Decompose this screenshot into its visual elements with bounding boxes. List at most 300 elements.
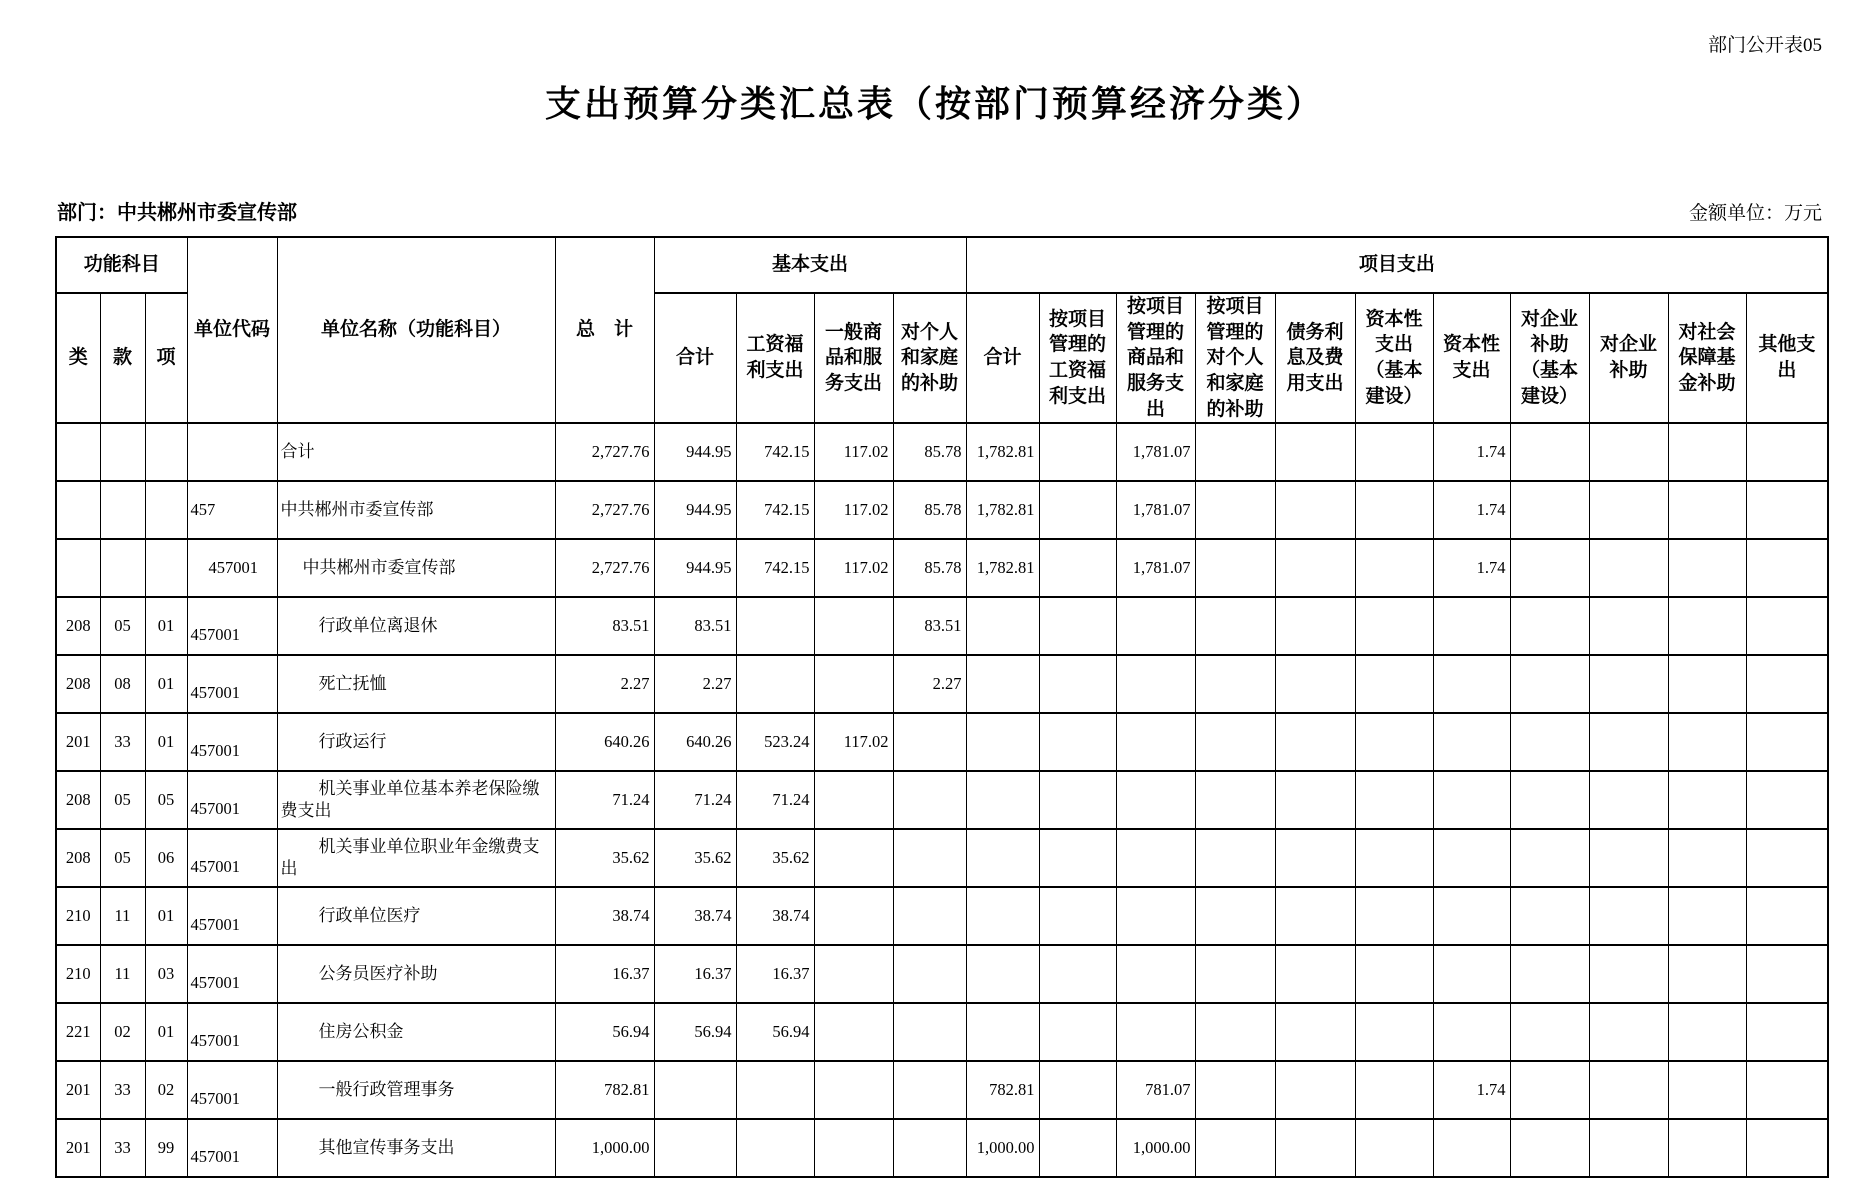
- cell-project-sum: [966, 713, 1039, 771]
- cell-project-capital-construction: [1355, 1003, 1433, 1061]
- table-row: [56, 655, 1828, 713]
- cell-total: 782.81: [555, 1061, 654, 1119]
- cell-project-other: [1746, 771, 1828, 829]
- table-row: [56, 945, 1828, 1003]
- cell-fund: 33: [100, 713, 145, 771]
- cell-fund: 02: [100, 1003, 145, 1061]
- header-basic-salary: 工资福利支出: [736, 293, 814, 423]
- cell-project-sum: [966, 655, 1039, 713]
- cell-unit-name: [277, 887, 555, 945]
- cell-basic-goods: [814, 945, 893, 1003]
- cell-basic-salary: [736, 1061, 814, 1119]
- cell-basic-personal: [893, 945, 966, 1003]
- cell-fund: 11: [100, 887, 145, 945]
- cell-fund: [100, 481, 145, 539]
- cell-project-social-security: [1668, 1003, 1746, 1061]
- unit-name-text: 公务员医疗补助: [318, 964, 438, 984]
- cell-unit-code: 457001: [187, 1061, 277, 1119]
- cell-project-sum: 1,000.00: [966, 1119, 1039, 1177]
- cell-unit-name: [277, 597, 555, 655]
- cell-project-personal: [1195, 1061, 1275, 1119]
- cell-unit-code: [187, 423, 277, 481]
- cell-basic-salary: 742.15: [736, 539, 814, 597]
- cell-total: 56.94: [555, 1003, 654, 1061]
- cell-fund: 05: [100, 829, 145, 887]
- cell-basic-personal: [893, 829, 966, 887]
- cell-unit-code: 457001: [187, 829, 277, 887]
- cell-project-enterprise: [1589, 481, 1668, 539]
- cell-basic-sum: 56.94: [654, 1003, 736, 1061]
- cell-project-other: [1746, 481, 1828, 539]
- cell-project-social-security: [1668, 713, 1746, 771]
- cell-project-capital: [1433, 1119, 1510, 1177]
- cell-unit-name: [277, 713, 555, 771]
- cell-project-enterprise-construction: [1510, 597, 1589, 655]
- table-row: [56, 1119, 1828, 1177]
- table-row: [56, 1003, 1828, 1061]
- unit-name-text: 机关事业单位职业年金缴费支出: [280, 837, 540, 879]
- cell-project-social-security: [1668, 597, 1746, 655]
- cell-project-capital: 1.74: [1433, 481, 1510, 539]
- cell-project-sum: [966, 945, 1039, 1003]
- header-func-group: 功能科目: [56, 237, 187, 293]
- cell-unit-code: 457001: [187, 771, 277, 829]
- cell-basic-goods: 117.02: [814, 481, 893, 539]
- cell-class: 210: [56, 887, 100, 945]
- cell-basic-personal: [893, 887, 966, 945]
- cell-project-enterprise-construction: [1510, 945, 1589, 1003]
- header-basic-group: 基本支出: [654, 237, 966, 293]
- cell-project-sum: 1,782.81: [966, 481, 1039, 539]
- cell-project-capital-construction: [1355, 887, 1433, 945]
- cell-project-capital: 1.74: [1433, 539, 1510, 597]
- cell-project-enterprise-construction: [1510, 713, 1589, 771]
- cell-basic-goods: [814, 829, 893, 887]
- cell-project-social-security: [1668, 481, 1746, 539]
- header-project-salary: 按项目管理的工资福利支出: [1039, 293, 1116, 423]
- cell-class: 208: [56, 655, 100, 713]
- cell-project-capital-construction: [1355, 539, 1433, 597]
- cell-class: 208: [56, 771, 100, 829]
- cell-basic-personal: [893, 1119, 966, 1177]
- cell-project-other: [1746, 597, 1828, 655]
- cell-project-capital-construction: [1355, 771, 1433, 829]
- cell-class: [56, 423, 100, 481]
- header-project-capital-construction: 资本性支出（基本建设）: [1355, 293, 1433, 423]
- cell-project-salary: [1039, 945, 1116, 1003]
- unit-name-text: 合计: [280, 442, 315, 462]
- cell-project-capital-construction: [1355, 713, 1433, 771]
- header-project-debt: 债务利息及费用支出: [1275, 293, 1355, 423]
- cell-total: 38.74: [555, 887, 654, 945]
- unit-name-text: 其他宣传事务支出: [318, 1138, 455, 1158]
- cell-project-social-security: [1668, 1119, 1746, 1177]
- cell-basic-sum: 71.24: [654, 771, 736, 829]
- cell-basic-sum: [654, 1119, 736, 1177]
- cell-unit-name: [277, 539, 555, 597]
- cell-project-goods: 1,000.00: [1116, 1119, 1195, 1177]
- cell-basic-salary: 71.24: [736, 771, 814, 829]
- table-row: [56, 771, 1828, 829]
- unit-name-text: 机关事业单位基本养老保险缴费支出: [280, 779, 540, 821]
- cell-project-social-security: [1668, 945, 1746, 1003]
- cell-project-social-security: [1668, 539, 1746, 597]
- budget-table: [55, 236, 1829, 1178]
- cell-item: [145, 481, 187, 539]
- cell-project-capital-construction: [1355, 597, 1433, 655]
- cell-unit-code: 457001: [187, 539, 277, 597]
- cell-project-enterprise-construction: [1510, 423, 1589, 481]
- cell-project-goods: [1116, 887, 1195, 945]
- cell-total: 1,000.00: [555, 1119, 654, 1177]
- cell-project-social-security: [1668, 829, 1746, 887]
- table-row: [56, 423, 1828, 481]
- cell-basic-personal: 85.78: [893, 481, 966, 539]
- cell-class: 201: [56, 713, 100, 771]
- cell-item: 02: [145, 1061, 187, 1119]
- cell-project-capital: [1433, 945, 1510, 1003]
- cell-project-goods: [1116, 771, 1195, 829]
- cell-project-debt: [1275, 1003, 1355, 1061]
- cell-basic-sum: 83.51: [654, 597, 736, 655]
- cell-project-goods: [1116, 655, 1195, 713]
- cell-total: 2,727.76: [555, 423, 654, 481]
- cell-fund: 33: [100, 1061, 145, 1119]
- cell-basic-salary: 523.24: [736, 713, 814, 771]
- cell-class: 208: [56, 829, 100, 887]
- cell-project-personal: [1195, 597, 1275, 655]
- cell-unit-code: 457001: [187, 1119, 277, 1177]
- cell-project-salary: [1039, 1119, 1116, 1177]
- cell-class: 221: [56, 1003, 100, 1061]
- cell-project-capital-construction: [1355, 945, 1433, 1003]
- cell-project-debt: [1275, 539, 1355, 597]
- cell-project-salary: [1039, 597, 1116, 655]
- cell-project-enterprise: [1589, 887, 1668, 945]
- cell-project-personal: [1195, 539, 1275, 597]
- cell-unit-name: [277, 1061, 555, 1119]
- cell-project-personal: [1195, 829, 1275, 887]
- cell-project-enterprise: [1589, 423, 1668, 481]
- cell-basic-sum: 944.95: [654, 539, 736, 597]
- cell-project-enterprise: [1589, 655, 1668, 713]
- cell-project-capital: 1.74: [1433, 1061, 1510, 1119]
- cell-total: 71.24: [555, 771, 654, 829]
- header-project-enterprise-construction: 对企业补助（基本建设）: [1510, 293, 1589, 423]
- cell-basic-sum: 2.27: [654, 655, 736, 713]
- cell-unit-name: [277, 771, 555, 829]
- cell-fund: 11: [100, 945, 145, 1003]
- cell-project-salary: [1039, 829, 1116, 887]
- cell-total: 35.62: [555, 829, 654, 887]
- cell-basic-salary: 742.15: [736, 481, 814, 539]
- cell-item: 03: [145, 945, 187, 1003]
- cell-class: 210: [56, 945, 100, 1003]
- cell-item: 01: [145, 713, 187, 771]
- header-project-other: 其他支出: [1746, 293, 1828, 423]
- cell-fund: 05: [100, 597, 145, 655]
- cell-unit-code: 457001: [187, 945, 277, 1003]
- cell-project-enterprise: [1589, 1061, 1668, 1119]
- cell-project-personal: [1195, 655, 1275, 713]
- cell-basic-salary: 742.15: [736, 423, 814, 481]
- cell-project-enterprise: [1589, 1003, 1668, 1061]
- cell-project-personal: [1195, 423, 1275, 481]
- unit-name-text: 行政单位医疗: [318, 906, 421, 926]
- cell-project-capital: [1433, 597, 1510, 655]
- cell-total: 83.51: [555, 597, 654, 655]
- cell-class: 201: [56, 1061, 100, 1119]
- cell-basic-personal: [893, 713, 966, 771]
- cell-project-enterprise: [1589, 1119, 1668, 1177]
- cell-project-capital-construction: [1355, 481, 1433, 539]
- cell-project-other: [1746, 1119, 1828, 1177]
- cell-project-capital-construction: [1355, 829, 1433, 887]
- table-row: [56, 597, 1828, 655]
- cell-unit-name: [277, 481, 555, 539]
- cell-item: 06: [145, 829, 187, 887]
- cell-project-salary: [1039, 423, 1116, 481]
- cell-project-debt: [1275, 655, 1355, 713]
- cell-basic-sum: 640.26: [654, 713, 736, 771]
- cell-project-other: [1746, 539, 1828, 597]
- cell-project-debt: [1275, 1119, 1355, 1177]
- header-basic-goods: 一般商品和服务支出: [814, 293, 893, 423]
- cell-project-debt: [1275, 423, 1355, 481]
- cell-project-goods: 1,781.07: [1116, 481, 1195, 539]
- header-project-sum: 合计: [966, 293, 1039, 423]
- cell-project-goods: [1116, 1003, 1195, 1061]
- unit-name-text: 中共郴州市委宣传部: [280, 500, 434, 520]
- header-project-capital: 资本性支出: [1433, 293, 1510, 423]
- cell-total: 2.27: [555, 655, 654, 713]
- cell-basic-personal: 2.27: [893, 655, 966, 713]
- unit-name-text: 行政运行: [318, 732, 387, 752]
- cell-project-capital-construction: [1355, 1119, 1433, 1177]
- cell-item: [145, 539, 187, 597]
- cell-basic-salary: [736, 597, 814, 655]
- unit-name-text: 中共郴州市委宣传部: [302, 558, 456, 578]
- table-row: [56, 539, 1828, 597]
- table-row: [56, 1061, 1828, 1119]
- cell-project-capital: [1433, 829, 1510, 887]
- cell-project-other: [1746, 829, 1828, 887]
- cell-project-salary: [1039, 887, 1116, 945]
- cell-project-personal: [1195, 713, 1275, 771]
- header-basic-personal: 对个人和家庭的补助: [893, 293, 966, 423]
- corner-label: 部门公开表05: [1707, 35, 1822, 56]
- cell-project-sum: [966, 597, 1039, 655]
- cell-project-sum: 782.81: [966, 1061, 1039, 1119]
- cell-project-salary: [1039, 1003, 1116, 1061]
- cell-total: 2,727.76: [555, 481, 654, 539]
- cell-unit-name: [277, 945, 555, 1003]
- cell-unit-code: 457001: [187, 713, 277, 771]
- cell-basic-salary: [736, 1119, 814, 1177]
- header-row-groups: [56, 237, 1828, 293]
- cell-project-personal: [1195, 945, 1275, 1003]
- header-item: 项: [145, 293, 187, 423]
- cell-basic-goods: [814, 771, 893, 829]
- cell-basic-personal: [893, 1061, 966, 1119]
- cell-basic-sum: 944.95: [654, 481, 736, 539]
- cell-project-debt: [1275, 771, 1355, 829]
- cell-basic-sum: 38.74: [654, 887, 736, 945]
- cell-project-enterprise: [1589, 597, 1668, 655]
- cell-total: 16.37: [555, 945, 654, 1003]
- cell-project-social-security: [1668, 423, 1746, 481]
- department-label: 部门：中共郴州市委宣传部: [57, 202, 297, 224]
- cell-item: 01: [145, 1003, 187, 1061]
- cell-unit-name: [277, 829, 555, 887]
- cell-basic-personal: [893, 1003, 966, 1061]
- cell-total: 2,727.76: [555, 539, 654, 597]
- cell-project-enterprise-construction: [1510, 481, 1589, 539]
- header-basic-sum: 合计: [654, 293, 736, 423]
- cell-class: [56, 539, 100, 597]
- table-row: [56, 887, 1828, 945]
- cell-unit-code: 457001: [187, 655, 277, 713]
- table-header: [56, 237, 1828, 423]
- table-row: [56, 481, 1828, 539]
- cell-project-debt: [1275, 1061, 1355, 1119]
- cell-project-other: [1746, 1061, 1828, 1119]
- cell-project-capital: 1.74: [1433, 423, 1510, 481]
- cell-basic-goods: 117.02: [814, 713, 893, 771]
- header-project-goods: 按项目管理的商品和服务支出: [1116, 293, 1195, 423]
- cell-project-other: [1746, 1003, 1828, 1061]
- cell-project-debt: [1275, 887, 1355, 945]
- cell-basic-salary: 35.62: [736, 829, 814, 887]
- cell-unit-name: [277, 423, 555, 481]
- cell-basic-salary: 38.74: [736, 887, 814, 945]
- cell-project-enterprise-construction: [1510, 887, 1589, 945]
- cell-project-goods: [1116, 945, 1195, 1003]
- header-project-social-security: 对社会保障基金补助: [1668, 293, 1746, 423]
- cell-project-sum: [966, 829, 1039, 887]
- header-total: 总 计: [555, 237, 654, 423]
- header-project-personal: 按项目管理的对个人和家庭的补助: [1195, 293, 1275, 423]
- cell-basic-salary: [736, 655, 814, 713]
- cell-project-sum: 1,782.81: [966, 423, 1039, 481]
- cell-unit-code: 457: [187, 481, 277, 539]
- cell-class: 201: [56, 1119, 100, 1177]
- cell-project-enterprise: [1589, 771, 1668, 829]
- cell-project-debt: [1275, 945, 1355, 1003]
- cell-basic-personal: 85.78: [893, 539, 966, 597]
- cell-project-other: [1746, 423, 1828, 481]
- cell-project-salary: [1039, 771, 1116, 829]
- cell-fund: 05: [100, 771, 145, 829]
- cell-project-personal: [1195, 481, 1275, 539]
- cell-basic-personal: 85.78: [893, 423, 966, 481]
- cell-project-social-security: [1668, 887, 1746, 945]
- cell-project-personal: [1195, 1119, 1275, 1177]
- cell-unit-code: 457001: [187, 1003, 277, 1061]
- cell-project-capital-construction: [1355, 1061, 1433, 1119]
- cell-project-goods: 781.07: [1116, 1061, 1195, 1119]
- cell-basic-sum: [654, 1061, 736, 1119]
- cell-project-enterprise-construction: [1510, 771, 1589, 829]
- cell-item: 01: [145, 655, 187, 713]
- cell-project-capital: [1433, 713, 1510, 771]
- cell-project-capital: [1433, 771, 1510, 829]
- cell-unit-name: [277, 655, 555, 713]
- cell-basic-personal: [893, 771, 966, 829]
- cell-basic-goods: [814, 1119, 893, 1177]
- unit-name-text: 一般行政管理事务: [318, 1080, 455, 1100]
- cell-basic-goods: [814, 1003, 893, 1061]
- header-project-enterprise: 对企业补助: [1589, 293, 1668, 423]
- cell-item: [145, 423, 187, 481]
- cell-project-salary: [1039, 713, 1116, 771]
- unit-name-text: 住房公积金: [318, 1022, 404, 1042]
- cell-project-enterprise-construction: [1510, 829, 1589, 887]
- cell-project-capital-construction: [1355, 655, 1433, 713]
- cell-project-social-security: [1668, 1061, 1746, 1119]
- amount-unit-label: 金额单位：万元: [1688, 203, 1822, 224]
- cell-project-debt: [1275, 481, 1355, 539]
- cell-project-personal: [1195, 771, 1275, 829]
- table-row: [56, 713, 1828, 771]
- cell-project-enterprise-construction: [1510, 1061, 1589, 1119]
- cell-total: 640.26: [555, 713, 654, 771]
- header-fund: 款: [100, 293, 145, 423]
- cell-project-debt: [1275, 713, 1355, 771]
- cell-project-capital-construction: [1355, 423, 1433, 481]
- cell-project-goods: [1116, 713, 1195, 771]
- cell-basic-goods: 117.02: [814, 539, 893, 597]
- cell-project-salary: [1039, 655, 1116, 713]
- unit-name-text: 行政单位离退休: [318, 616, 438, 636]
- cell-unit-name: [277, 1003, 555, 1061]
- header-unit-name: 单位名称（功能科目）: [277, 237, 555, 423]
- cell-basic-goods: [814, 655, 893, 713]
- cell-unit-code: 457001: [187, 597, 277, 655]
- cell-project-enterprise: [1589, 945, 1668, 1003]
- cell-basic-sum: 944.95: [654, 423, 736, 481]
- cell-project-other: [1746, 945, 1828, 1003]
- header-class: 类: [56, 293, 100, 423]
- cell-project-salary: [1039, 539, 1116, 597]
- cell-project-debt: [1275, 597, 1355, 655]
- cell-basic-salary: 16.37: [736, 945, 814, 1003]
- cell-project-capital: [1433, 1003, 1510, 1061]
- cell-project-enterprise: [1589, 829, 1668, 887]
- cell-project-goods: 1,781.07: [1116, 539, 1195, 597]
- header-project-group: 项目支出: [966, 237, 1828, 293]
- cell-item: 99: [145, 1119, 187, 1177]
- cell-project-debt: [1275, 829, 1355, 887]
- cell-project-salary: [1039, 481, 1116, 539]
- cell-fund: [100, 539, 145, 597]
- cell-item: 05: [145, 771, 187, 829]
- cell-project-enterprise-construction: [1510, 539, 1589, 597]
- cell-project-salary: [1039, 1061, 1116, 1119]
- cell-project-social-security: [1668, 771, 1746, 829]
- cell-fund: 08: [100, 655, 145, 713]
- cell-project-goods: [1116, 597, 1195, 655]
- cell-item: 01: [145, 597, 187, 655]
- unit-name-text: 死亡抚恤: [318, 674, 387, 694]
- cell-project-enterprise-construction: [1510, 655, 1589, 713]
- cell-project-enterprise-construction: [1510, 1003, 1589, 1061]
- cell-project-personal: [1195, 887, 1275, 945]
- cell-fund: [100, 423, 145, 481]
- page-title: 支出预算分类汇总表（按部门预算经济分类）: [544, 83, 1325, 124]
- cell-unit-code: 457001: [187, 887, 277, 945]
- cell-project-sum: [966, 771, 1039, 829]
